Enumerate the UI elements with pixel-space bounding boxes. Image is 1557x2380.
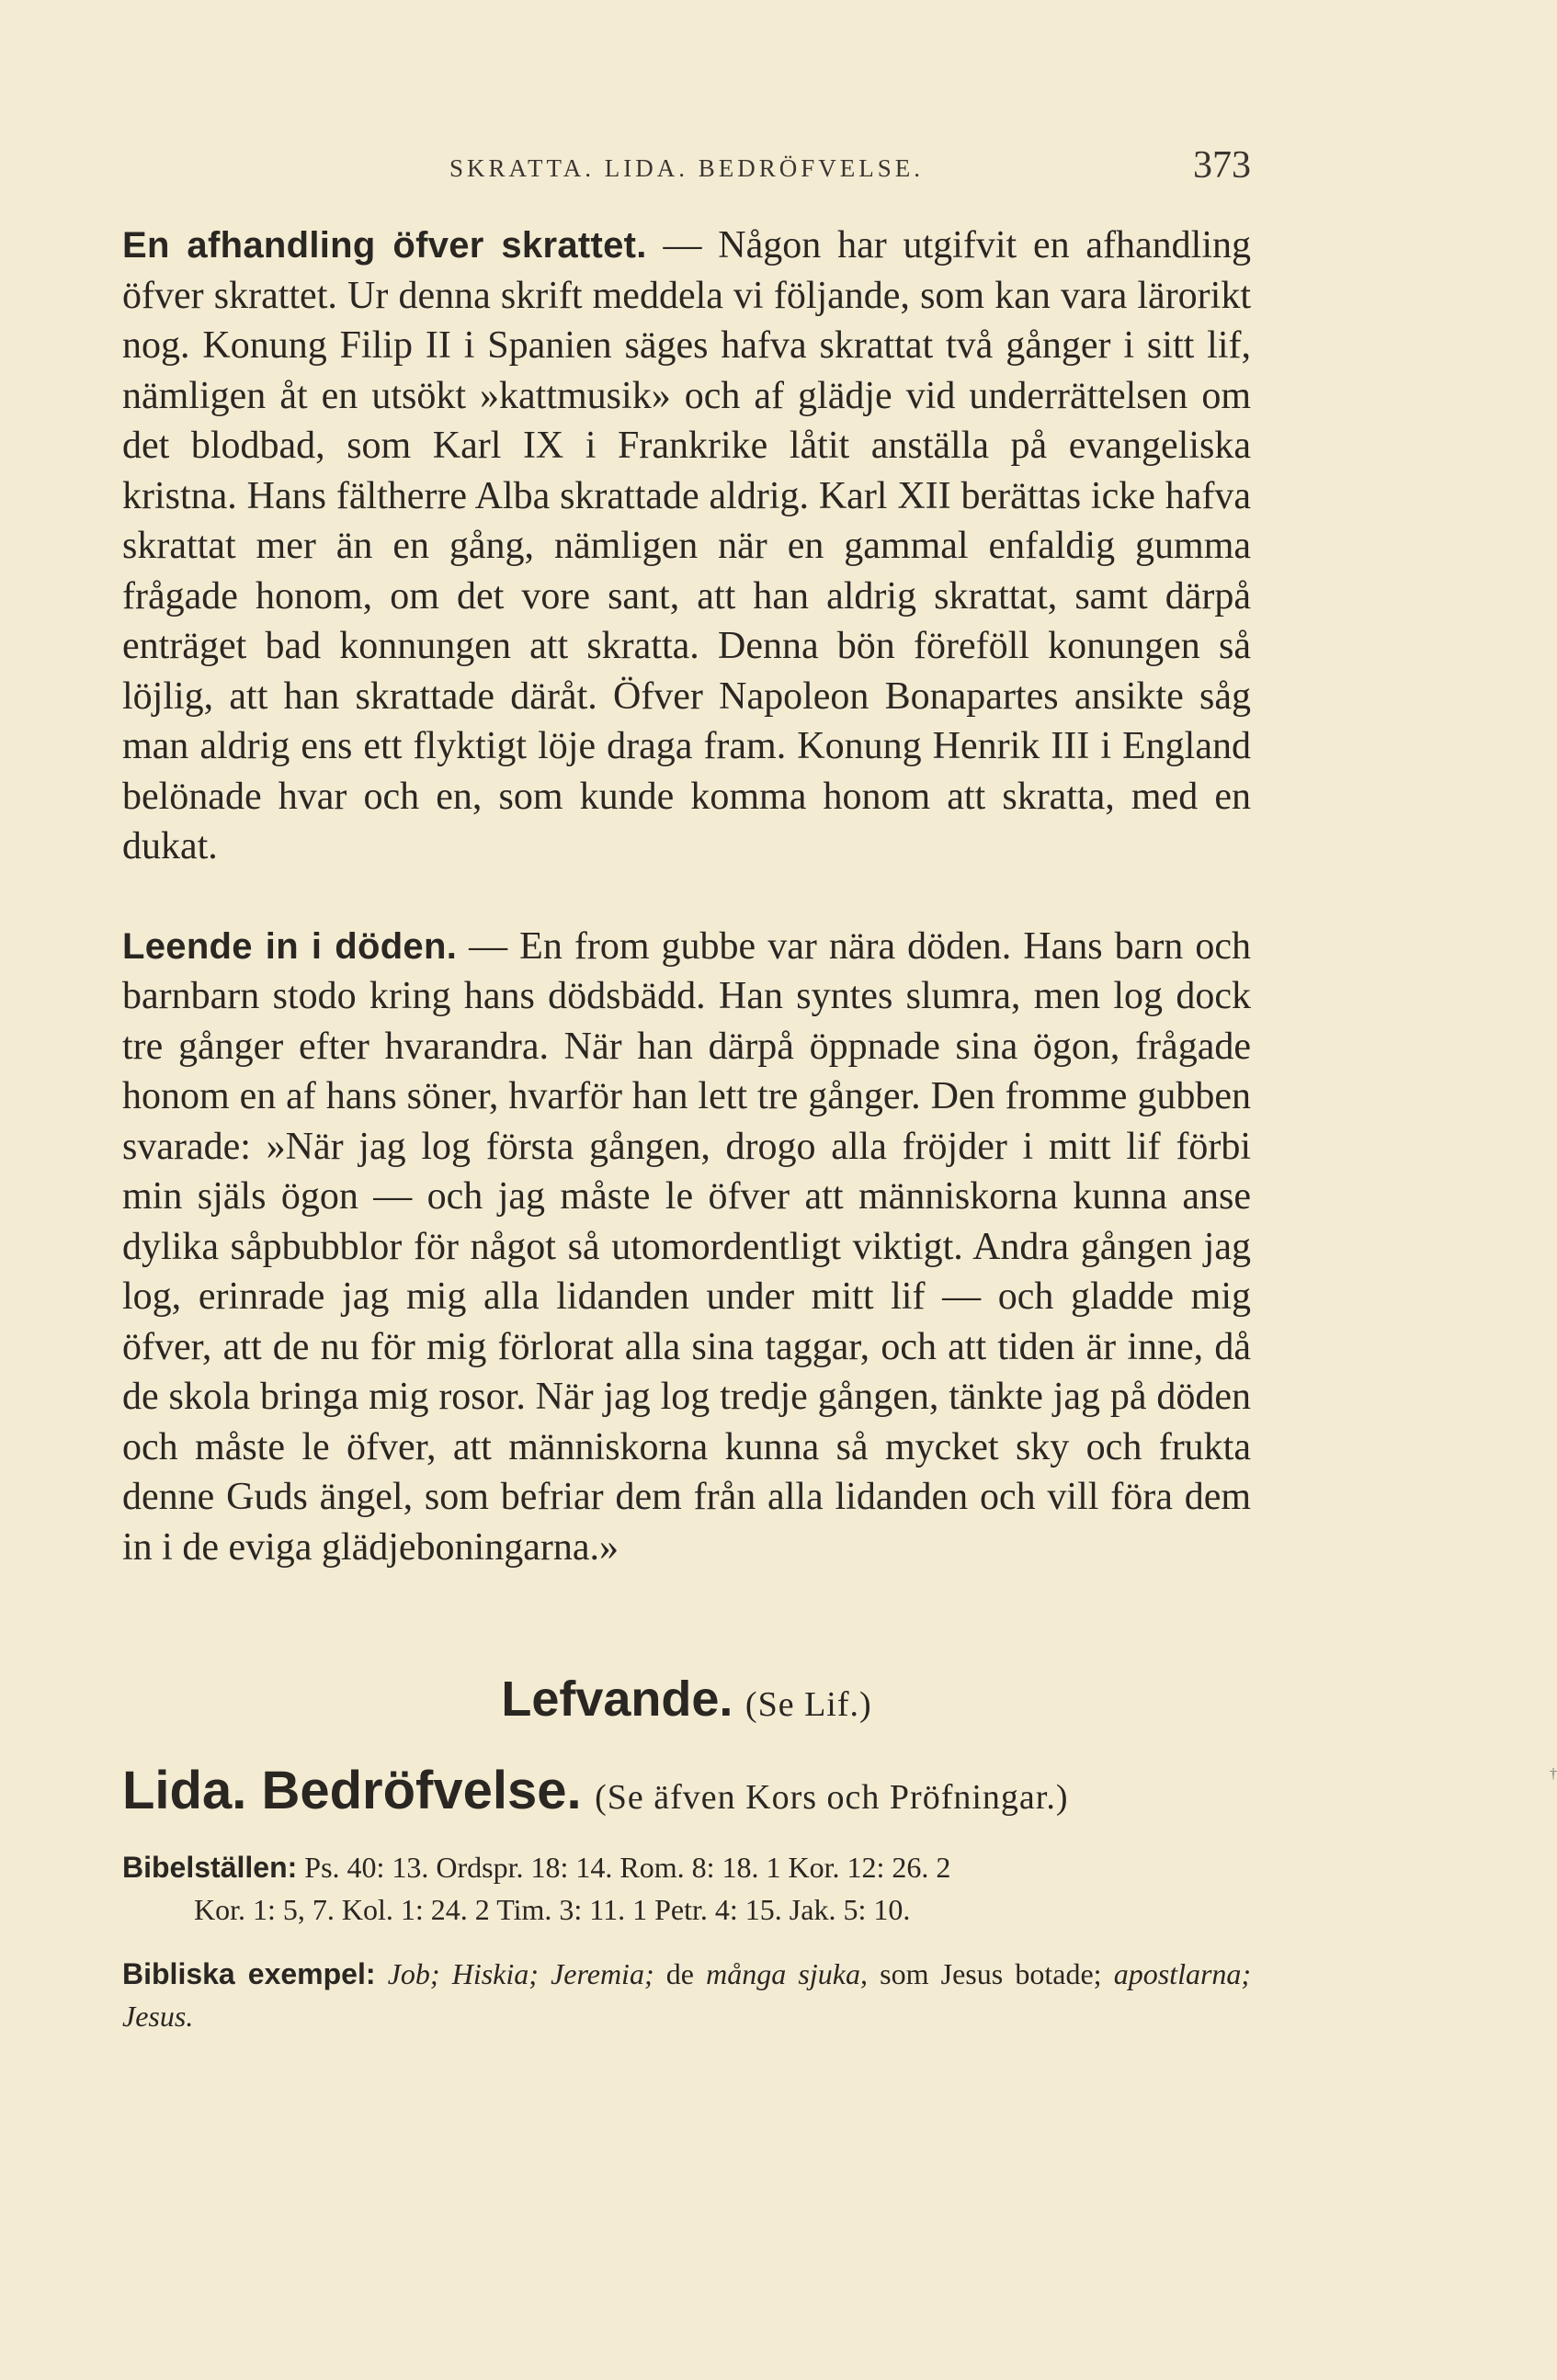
bibelstallen-refs-1: Ps. 40: 13. Ordspr. 18: 14. Rom. 8: 18. 1 Kor. 12: 26. 2 [304, 1851, 951, 1885]
bibelstallen-block [122, 1846, 1251, 1931]
section-leende [122, 922, 1251, 1573]
bibelstallen-line-1 [122, 1846, 1251, 1888]
section-heading-leende: Leende in i döden. [122, 925, 458, 967]
page-number: 373 [1193, 144, 1251, 187]
entry-note-lefvande: (Se Lif.) [744, 1685, 872, 1724]
bibelstallen-refs-2: Kor. 1: 5, 7. Kol. 1: 24. 2 Tim. 3: 11. 1 Petr. 4: 15. Jak. 5: 10. [194, 1893, 911, 1927]
section-heading-afhandling: En afhandling öfver skrattet. [122, 225, 647, 266]
bibelstallen-label: Bibelställen: [122, 1851, 298, 1885]
bibliska-italic-3: apostlarna; Jesus. [122, 1957, 1252, 2034]
entry-lida [122, 1759, 1251, 1823]
entry-title-lida: Lida. Bedröfvelse. [122, 1760, 582, 1820]
bibliska-plain-2: som Jesus botade; [867, 1957, 1114, 1991]
entry-title-lefvande: Lefvande. [501, 1672, 733, 1727]
body-text [122, 221, 1251, 2059]
section-leende-paragraph [122, 922, 1251, 1573]
bibliska-label: Bibliska exempel: [122, 1957, 376, 1991]
running-head: SKRATTA. LIDA. BEDRÖFVELSE. [449, 154, 925, 182]
section-afhandling-text: — Någon har utgifvit en afhandling öfver skrattet. Ur denna skrift meddela vi följande, som kan vara lärorikt nog. Konung Filip II i Spanien säges hafva skrattat två gånger i sitt lif, nämligen åt en utsökt »kattmusik» och af glädje vid underrättelsen om det blodbad, som Karl IX i Frankrike låtit anställa på evangeliska kristna. Hans fältherre Alba skrattade aldrig. Karl XII berättas icke hafva skrattat mer än en gång, nämligen när en gammal enfaldig gumma frågade honom, om det vore sant, att han aldrig skrattat, samt därpå enträget bad konnungen att skratta. Denna bön föreföll konungen så löjlig, att han skrattade däråt. Öfver Napoleon Bonapartes ansikte såg man aldrig ens ett flyktigt löje draga fram. Konung Henrik III i England belönade hvar och en, som kunde komma honom att skratta, med en dukat. [122, 224, 1251, 867]
margin-mark: † [1550, 1766, 1557, 1782]
bibliska-italic-2: många sjuka, [706, 1957, 868, 1991]
bibliska-block [122, 1953, 1251, 2037]
entry-lefvande [122, 1670, 1251, 1729]
entry-note-lida: (Se äfven Kors och Pröfningar.) [595, 1777, 1069, 1817]
bibliska-plain-1: de [653, 1957, 707, 1991]
section-afhandling-paragraph [122, 221, 1251, 872]
section-leende-text: — En from gubbe var nära döden. Hans barn och barnbarn stodo kring hans dödsbädd. Han syntes slumra, men log dock tre gånger efter hvarandra. När han därpå öppnade sina ögon, frågade honom en af hans söner, hvarför han lett tre gånger. Den fromme gubben svarade: »När jag log första gången, drogo alla fröjder i mitt lif förbi min själs ögon — och jag måste le öfver att människorna kunna anse dylika såpbubblor för något så utomordentligt viktigt. Andra gången jag log, erinrade jag mig alla lidanden under mitt lif — och gladde mig öfver, att de nu för mig förlorat alla sina taggar, och att tiden är inne, då de skola bringa mig rosor. När jag log tredje gången, tänkte jag på döden och måste le öfver, att människorna kunna så mycket sky och frukta denne Guds ängel, som befriar dem från alla lidanden och vill föra dem in i de eviga glädjeboningarna.» [122, 924, 1251, 1569]
section-afhandling [122, 221, 1251, 872]
spacer [122, 1572, 1251, 1670]
bibliska-italic-1: Job; Hiskia; Jeremia; [387, 1957, 654, 1991]
references [122, 1846, 1251, 2037]
page-header [122, 138, 1251, 193]
spacer [122, 872, 1251, 922]
